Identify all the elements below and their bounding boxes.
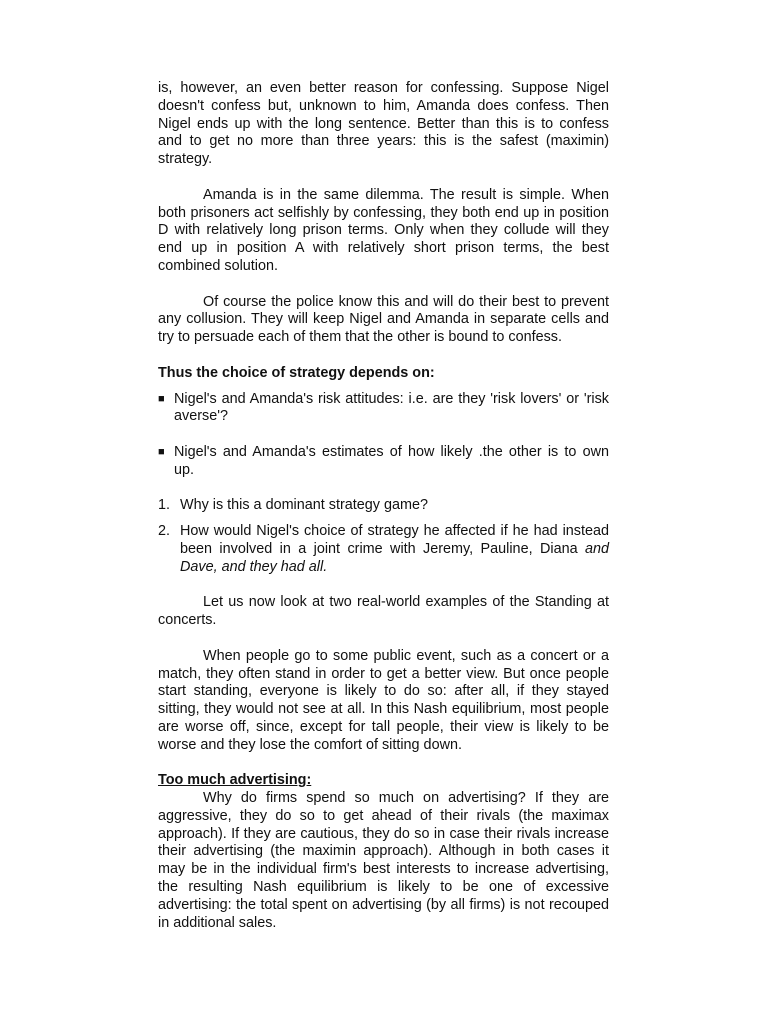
paragraph-amanda-dilemma: Amanda is in the same dilemma. The result is simple. When both prisoners act selfishly by confessing, they both end up in position D with relatively long prison terms. Only when they collude will they end up in position A with relatively short prison terms, the best combined solution. xyxy=(158,186,609,274)
question-text: How would Nigel's choice of strategy he affected if he had instead been involved in a joint crime with Jeremy, Pauline, Diana xyxy=(180,523,609,557)
paragraph-real-world-examples: Let us now look at two real-world examples of the Standing at concerts. xyxy=(158,594,609,629)
paragraph-confessing-reason: is, however, an even better reason for confessing. Suppose Nigel doesn't confess but, unknown to him, Amanda does confess. Then Nigel ends up with the long sentence. Better than this is to confess and to get no more than three years: this is the safest (maximin) strategy. xyxy=(158,80,609,168)
question-1 xyxy=(158,497,609,515)
bullet-square-icon: ■ xyxy=(158,392,165,405)
paragraph-advertising: Why do firms spend so much on advertising? If they are aggressive, they do so to get ahead of their rivals (the maximax approach). If they are cautious, they do so in case their rivals increase their advertising (the maximin approach). Although in both cases it may be in the individual firm's best interests to increase advertising, the resulting Nash equilibrium is likely to be one of excessive advertising: the total spent on advertising (by all firms) is not recouped in additional sales. xyxy=(158,790,609,931)
strategy-heading: Thus the choice of strategy depends on: xyxy=(158,364,435,381)
bullet-estimates xyxy=(158,444,609,480)
bullet-text: Nigel's and Amanda's estimates of how likely .the other is to own up. xyxy=(174,443,609,478)
advertising-heading: Too much advertising: xyxy=(158,772,312,789)
paragraph-police-collusion: Of course the police know this and will do their best to prevent any collusion. They will keep Nigel and Amanda in separate cells and try to persuade each of them that the other is bound to confess. xyxy=(158,293,609,346)
document-page xyxy=(158,80,609,932)
bullet-square-icon: ■ xyxy=(158,445,165,458)
question-text: Why is this a dominant strategy game? xyxy=(180,497,428,514)
bullet-risk-attitudes xyxy=(158,391,609,427)
bullet-text: Nigel's and Amanda's risk attitudes: i.e. are they 'risk lovers' or 'risk averse'? xyxy=(174,390,609,425)
question-number: 2. xyxy=(158,523,171,540)
paragraph-standing-concerts: When people go to some public event, such as a concert or a match, they often stand in order to get a better view. But once people start standing, everyone is likely to do so: after all, if they stayed sitting, they would not see at all. In this Nash equilibrium, most people are worse off, since, except for tall people, their view is likely to be worse and they lose the comfort of sitting down. xyxy=(158,647,609,753)
question-2 xyxy=(158,523,609,576)
question-number: 1. xyxy=(158,497,171,514)
question-text-italic: and Dave, and they had all. xyxy=(180,540,609,575)
